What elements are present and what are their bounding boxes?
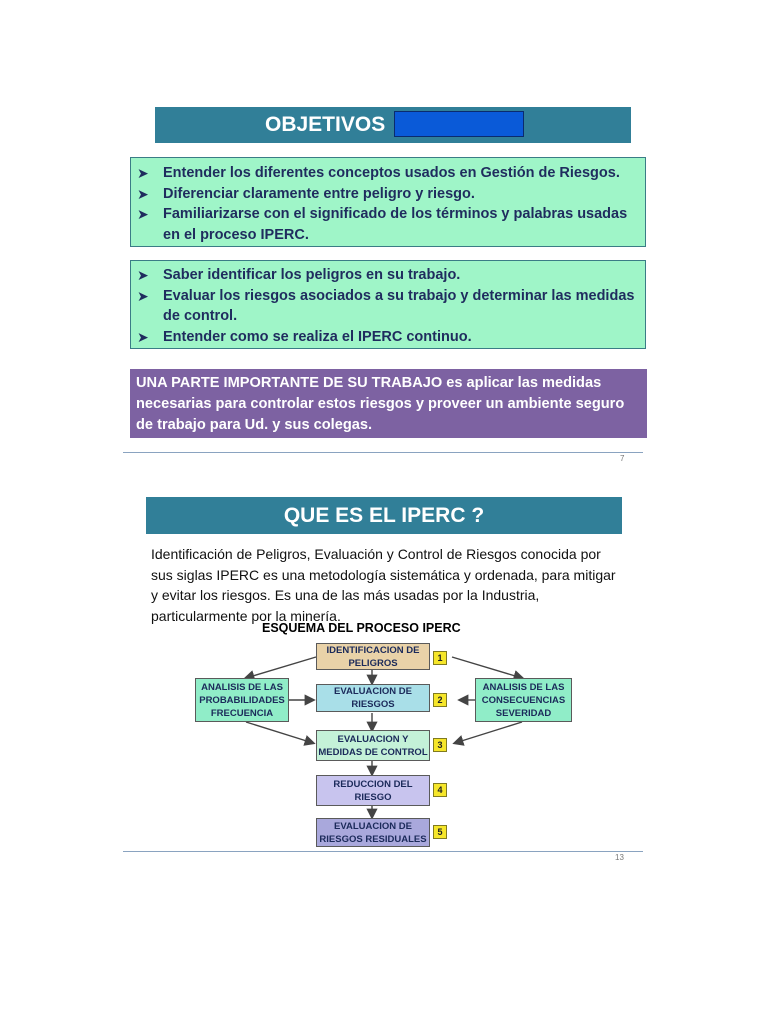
arrow-bullet-icon: ➤ <box>137 287 149 304</box>
page-number: 7 <box>620 454 625 463</box>
arrow-bullet-icon: ➤ <box>137 185 149 202</box>
right-analysis-box: ANALISIS DE LAS CONSECUENCIAS SEVERIDAD <box>475 678 572 722</box>
arrow-step1-left <box>246 657 316 678</box>
step-2-box: EVALUACION DE RIESGOS <box>316 684 430 712</box>
page-number: 13 <box>615 853 624 862</box>
step-3-box: EVALUACION Y MEDIDAS DE CONTROL <box>316 730 430 761</box>
step-5-number: 5 <box>433 825 447 839</box>
page-divider <box>123 851 643 852</box>
arrow-bullet-icon: ➤ <box>137 328 149 345</box>
step-3-number: 3 <box>433 738 447 752</box>
arrow-right-step3 <box>455 722 522 743</box>
arrow-step1-right <box>452 657 522 678</box>
step-5-box: EVALUACION DE RIESGOS RESIDUALES <box>316 818 430 847</box>
schema-title: ESQUEMA DEL PROCESO IPERC <box>262 621 461 635</box>
objective-item: ➤ Entender los diferentes conceptos usados en Gestión de Riesgos. <box>131 163 645 184</box>
left-analysis-box: ANALISIS DE LAS PROBABILIDADES FRECUENCIA <box>195 678 289 722</box>
objective-item: ➤ Familiarizarse con el significado de los términos y palabras usadas en el proceso IPERC. <box>137 206 628 243</box>
objective-item: ➤ Diferenciar claramente entre peligro y riesgo. <box>131 184 645 205</box>
step-1-number: 1 <box>433 651 447 665</box>
objective-item: ➤ Saber identificar los peligros en su trabajo. <box>131 265 645 286</box>
step-4-box: REDUCCION DEL RIESGO <box>316 775 430 806</box>
step-2-number: 2 <box>433 693 447 707</box>
iperc-description: Identificación de Peligros, Evaluación y Control de Riesgos conocida por sus siglas IPERC es una metodología sistemática y ordenada, para mitigar y evitar los riesgos. Es una de las más usadas por la Industria, particularmente por la minería. <box>151 546 616 624</box>
objective-item: ➤ Entender como se realiza el IPERC continuo. <box>131 327 645 348</box>
step-4-number: 4 <box>433 783 447 797</box>
arrow-bullet-icon: ➤ <box>137 165 149 181</box>
arrow-left-step3 <box>246 722 313 743</box>
arrow-bullet-icon: ➤ <box>137 267 149 283</box>
iperc-title: QUE ES EL IPERC ? <box>146 497 622 534</box>
objective-item: ➤ Evaluar los riesgos asociados a su trabajo y determinar las medidas de control. <box>137 287 635 324</box>
highlight-box: UNA PARTE IMPORTANTE DE SU TRABAJO es aplicar las medidas necesarias para controlar estos riesgos y proveer un ambiente seguro de trabajo para Ud. y sus colegas. <box>130 369 647 438</box>
arrow-bullet-icon: ➤ <box>137 206 149 222</box>
objetivos-title: OBJETIVOS <box>265 113 386 136</box>
step-1-box: IDENTIFICACION DE PELIGROS <box>316 643 430 670</box>
